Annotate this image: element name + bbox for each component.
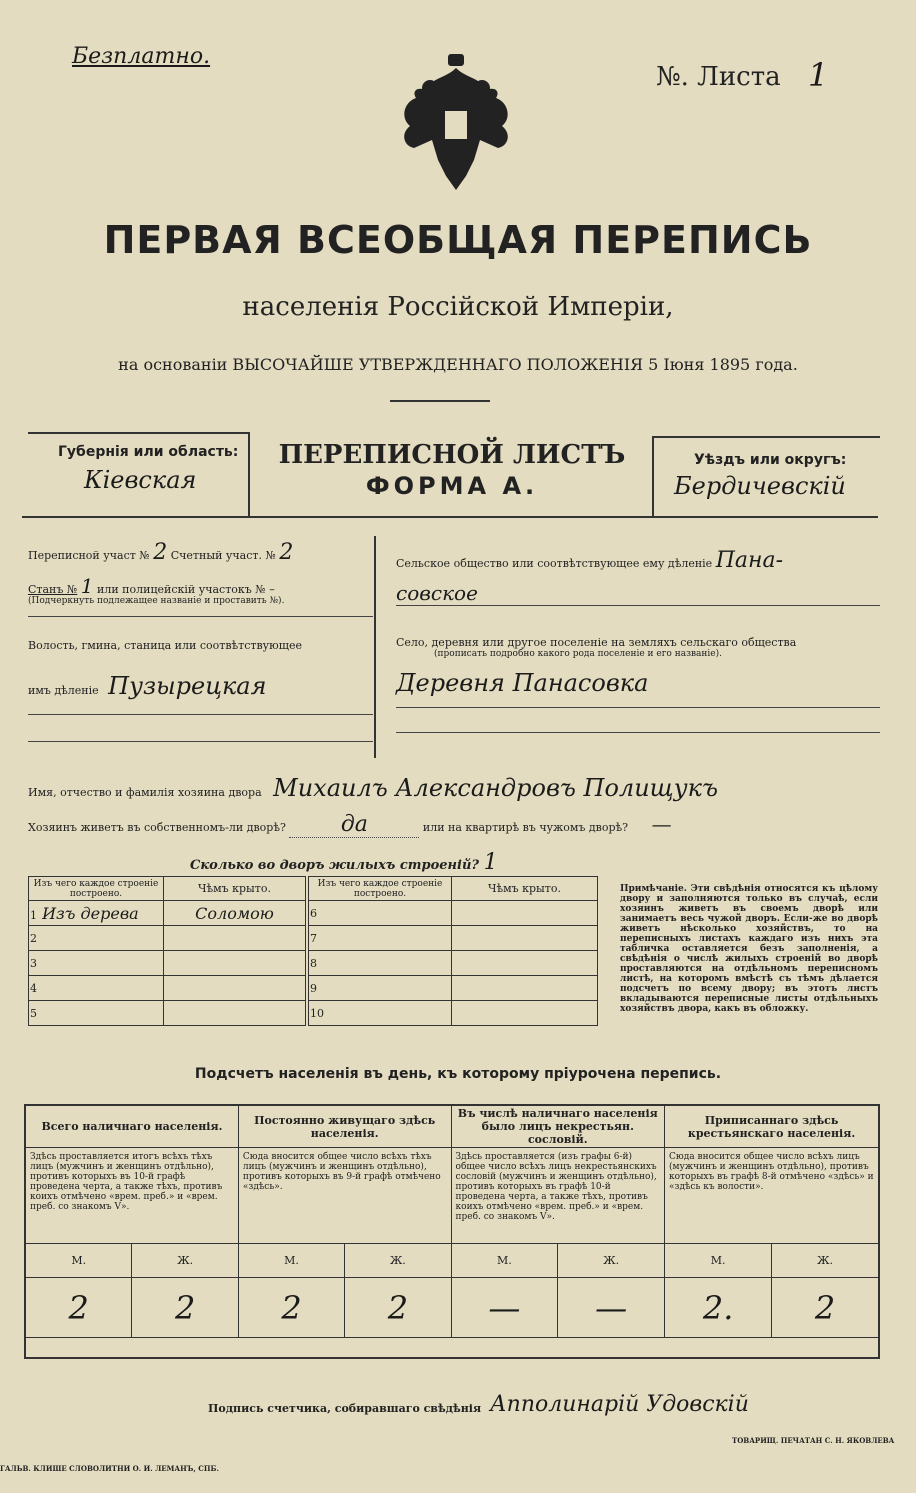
own-yard-label: Хозяинъ живетъ въ собственномъ-ли дворѣ? [28,821,286,834]
row-number: 4 [29,976,164,1001]
society-label: Сельское общество или соотвѣтствующее ему дѣленіе [396,557,713,570]
sheet-number-value: 1 [808,56,829,94]
owner-fields [28,774,888,875]
col-material-header: Изъ чего каждое строеніе построено. [29,877,164,901]
population-table [24,1104,880,1359]
form-heading [262,440,642,500]
population-col-head: Въ числѣ наличнаго населенія было лицъ некрестьян. сословій. [451,1105,665,1148]
divider [390,400,490,402]
stan-label: Станъ № [28,583,78,596]
population-col-head: Всего наличнаго населенія. [25,1105,238,1148]
census-district-value: 2 [153,540,168,565]
buildings-label: Сколько во дворъ жилыхъ строеній? [190,858,480,873]
male-label: М. [451,1244,558,1278]
col-roof-header: Чѣмъ крыто. [452,877,598,901]
female-label: Ж. [558,1244,665,1278]
owner-label: Имя, отчество и фамилія хозяина двора [28,786,262,799]
population-col-head: Постоянно живущаго здѣсь населенія. [238,1105,451,1148]
underline-note: (Подчеркнуть подлежащее названіе и проставить №). [28,596,285,606]
row-number: 2 [29,926,164,951]
province-value: Кіевская [84,466,197,494]
buildings-table-left [28,876,306,1026]
printer-right: ТОВАРИЩ. ПЕЧАТАН С. Н. ЯКОВЛЕВА [732,1436,895,1445]
district-label: Уѣздъ или округъ: [694,452,847,468]
population-value: 2 [132,1278,238,1338]
right-fields [396,548,880,733]
female-label: Ж. [132,1244,238,1278]
row-number: 8 [309,951,452,976]
counting-district-value: 2 [279,540,294,565]
population-value: 2 [25,1278,132,1338]
population-value: 2 [238,1278,344,1338]
population-col-desc: Здѣсь проставляется (изъ графы 6-й) общее число всѣхъ лицъ некрестьянскихъ сословій (мужчинъ и женщинъ отдѣльно), противъ которыхъ въ графѣ 10-й проведена черта, а также тѣхъ, противъ коихъ отмѣчено «врем. преб.» и «врем. преб. со знакомъ V». [451,1148,665,1244]
form-subtitle: ФОРМА А. [365,472,539,500]
signature-value: Апполинарій Удовскій [490,1392,749,1417]
population-value: — [451,1278,558,1338]
district-box [652,436,880,516]
population-value: 2. [665,1278,772,1338]
row-number: 5 [29,1001,164,1026]
village-value: Деревня Панасовка [396,669,649,697]
own-yard-value: да [289,812,419,838]
free-label: Безплатно. [72,44,211,69]
population-value: — [558,1278,665,1338]
owner-value: Михаилъ Александровъ Полищукъ [273,774,718,802]
police-value: – [269,583,275,596]
row-number: 3 [29,951,164,976]
double-headed-eagle-icon [386,48,526,198]
population-col-desc: Сюда вносится общее число всѣхъ тѣхъ лицъ (мужчинъ и женщинъ отдѣльно), противъ которыхъ въ 9-й графѣ отмѣчено «здѣсь». [238,1148,451,1244]
page-subtitle: населенія Россійской Имперіи, [242,292,674,322]
rented-value: — [651,812,672,836]
legal-basis: на основаніи ВЫСОЧАЙШЕ УТВЕРЖДЕННАГО ПОЛОЖЕНІЯ 5 Іюня 1895 года. [118,355,798,374]
col-material-header: Изъ чего каждое строеніе построено. [309,877,452,901]
volost-value: Пузырецкая [108,672,267,700]
male-label: М. [25,1244,132,1278]
volost-label: Волость, гмина, станица или соотвѣтствующее [28,639,302,652]
col-roof-header: Чѣмъ крыто. [164,877,306,901]
counting-district-label: Счетный участ. № [170,549,276,562]
material-value: Изъ дерева [42,903,139,923]
population-title: Подсчетъ населенія въ день, къ которому пріурочена перепись. [194,1066,722,1082]
row-number: 10 [309,1001,452,1026]
village-note: (прописать подробно какого рода поселеніе и его названіе). [434,649,722,659]
population-value: 2 [345,1278,451,1338]
left-fields [28,540,373,742]
village-label: Село, деревня или другое поселеніе на земляхъ сельскаго общества [396,636,797,649]
society-value-1: Пана- [715,548,784,573]
printer-left: ГАЛЬВ. КЛИШЕ СЛОВОЛИТНИ О. И. ЛЕМАНЪ, СПБ. [0,1464,219,1473]
male-label: М. [665,1244,772,1278]
divider [22,516,878,518]
buildings-value: 1 [483,850,498,875]
row-number: 9 [309,976,452,1001]
female-label: Ж. [345,1244,451,1278]
population-col-desc: Сюда вносится общее число всѣхъ лицъ (мужчинъ и женщинъ отдѣльно), противъ которыхъ въ графѣ 8-й отмѣчено «здѣсь» и «здѣсь къ волости». [665,1148,879,1244]
female-label: Ж. [772,1244,879,1278]
note-text: Примѣчаніе. Эти свѣдѣнія относятся къ цѣлому двору и заполняются только въ случаѣ, если хозяинъ живетъ въ своемъ дворѣ или занимаетъ весь чужой дворъ. Если-же во дворѣ живетъ нѣсколько хозяйствъ, то на переписныхъ листахъ каждаго изъ нихъ эта табличка оставляется безъ заполненія, а свѣдѣнія о числѣ жилыхъ строеній во дворѣ проставляются на отдѣльномъ переписномъ листѣ, на которомъ вмѣстѣ съ тѣмъ дѣлается подсчетъ по всему двору; въ этотъ листъ вкладываются переписные листы отдѣльныхъ хозяйствъ двора, какъ въ обложку. [620,884,878,1014]
district-value: Бердичевскій [674,472,846,500]
buildings-table-right [308,876,598,1026]
signature-label: Подпись счетчика, собиравшаго свѣдѣнія [208,1402,482,1415]
province-box [28,432,250,516]
form-title: ПЕРЕПИСНОЙ ЛИСТЪ [278,440,626,470]
row-number: 7 [309,926,452,951]
page-title: ПЕРВАЯ ВСЕОБЩАЯ ПЕРЕПИСЬ [103,218,813,262]
row-number: 1 [30,908,37,922]
male-label: М. [238,1244,344,1278]
stan-value: 1 [80,574,94,598]
population-col-head: Приписаннаго здѣсь крестьянскаго населенія. [665,1105,879,1148]
census-district-label: Переписной участ № [28,549,150,562]
society-value-2: совское [396,581,880,606]
rented-label: или на квартирѣ въ чужомъ дворѣ? [422,821,629,834]
roof-value: Соломою [164,901,306,926]
row-number: 6 [309,901,452,926]
population-col-desc: Здѣсь проставляется итогъ всѣхъ тѣхъ лицъ (мужчинъ и женщинъ отдѣльно), противъ которыхъ въ 10-й графѣ проведена черта, а также тѣхъ, противъ коихъ отмѣчено «врем. преб.» и «врем. преб. со знакомъ V». [25,1148,238,1244]
police-label: или полицейскій участокъ № [97,583,266,596]
vertical-divider [374,536,376,758]
sheet-number-label: №. Листа [656,62,781,92]
province-label: Губернія или область: [58,444,239,460]
population-value: 2 [772,1278,879,1338]
volost-label-2: имъ дѣленіе [28,684,99,697]
